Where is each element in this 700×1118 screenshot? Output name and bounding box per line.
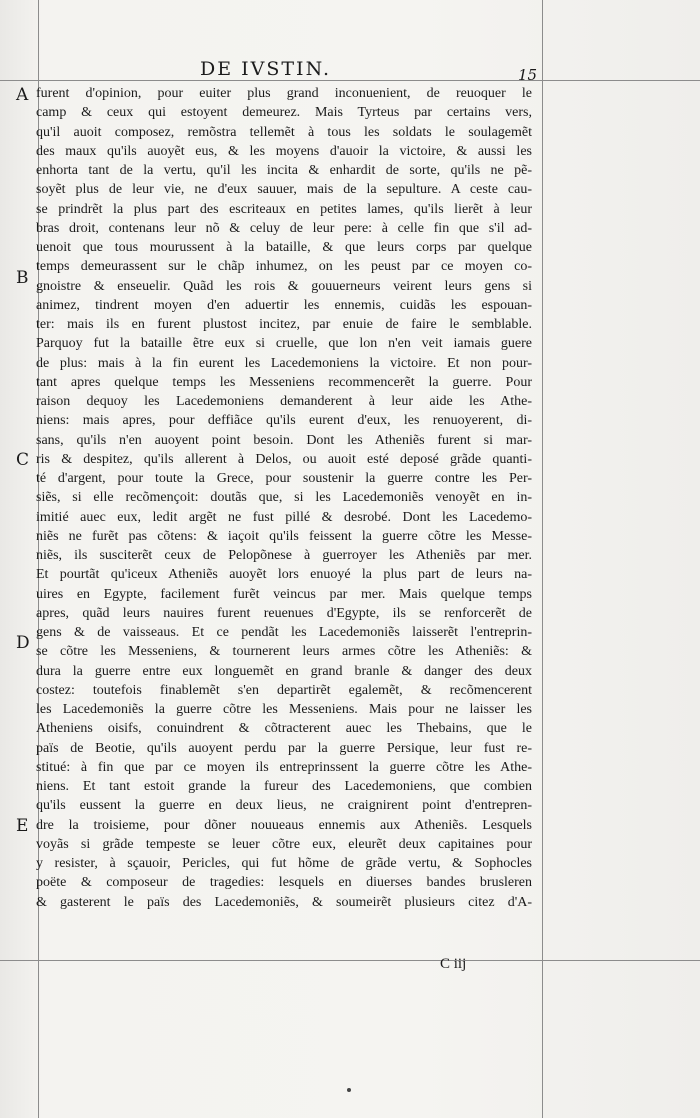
- text-line: niẽs, ils susciterẽt ceux de Pelopõnese à guerroyer les Atheniẽs par mer.: [36, 548, 532, 563]
- rule-bottom: [0, 960, 700, 961]
- rule-right: [542, 0, 543, 1118]
- text-line: de plus: mais à la fin eurent les Lacedemoniens la victoire. Et non pour-: [36, 355, 532, 371]
- text-line: dura la guerre entre eux longuemẽt en grand branle & danger des deux: [36, 663, 532, 679]
- text-line: sans, qu'ils n'en auoyent point besoin. Dont les Atheniẽs furent si mar-: [36, 432, 532, 448]
- text-line: ter: mais ils en furent plustost incitez, par enuie de faire le semblable.: [36, 317, 532, 332]
- signature-mark: C iij: [440, 956, 467, 972]
- margin-letter-d: D: [16, 633, 30, 653]
- text-line: se prindrẽt la plus part des escriteaux en petites lames, qu'ils lierẽt à leur: [36, 201, 532, 217]
- text-line: les Lacedemoniẽs la guerre cõtre les Messeniens. Mais pour ne laisser les: [36, 702, 532, 717]
- margin-letter-c: C: [16, 450, 30, 470]
- text-line: Atheniens oisifs, conuindrent & cõtracterent auec les Thebains, que le: [36, 721, 532, 737]
- margin-letter-a: A: [16, 85, 29, 105]
- text-line: qu'ils eussent la guerre en deux lieus, ne craignirent point d'entrepren-: [36, 798, 532, 814]
- text-line: y resister, à sçauoir, Pericles, qui fut hõme de grãde vertu, & Sophocles: [36, 856, 532, 871]
- text-line: té d'argent, pour toute la Grece, pour soustenir la guerre contre les Per-: [36, 471, 532, 486]
- running-title: DE IVSTIN.: [200, 58, 332, 80]
- text-line: bras droit, contenans leur nõ & celuy de leur pere: à celle fin que s'il ad-: [36, 220, 532, 236]
- text-line: furent d'opinion, pour euiter plus grand inconuenient, de reuoquer le: [36, 86, 532, 101]
- text-line: se cõtre les Messeniens, & tournerent leurs armes cõtre les Atheniẽs: &: [36, 644, 532, 660]
- text-line: qu'il auoit composez, remõstra tellemẽt à tous les soldats le soulagemẽt: [36, 124, 532, 140]
- text-line: temps demeurassent sur le chãp inhumez, on les peust par ce moyen co-: [36, 259, 532, 275]
- text-line: poëte & composeur de tragedies: lesquels en diuerses bandes brusleren: [36, 875, 532, 891]
- text-line: raison dequoy les Lacedemoniens demanderent à leur aide les Athe-: [36, 394, 532, 409]
- text-line: ris & despitez, qu'ils allerent à Delos, ou auoit esté deposé grãde quanti-: [36, 451, 532, 467]
- text-line: gens & de vaisseaus. Et ce pendãt les Lacedemoniẽs laisserẽt l'entreprin-: [36, 625, 532, 640]
- text-line: niẽs ne furẽt pas cõtens: & iaçoit qu'ils feissent la guerre cõtre les Messe-: [36, 528, 532, 544]
- text-line: enhorta tant de la vertu, qu'il les incita & enhardit de sorte, qu'ils ne pẽ-: [36, 163, 532, 178]
- text-line: dre la troisieme, pour dõner nouueaus ennemis aux Atheniẽs. Lesquels: [36, 817, 532, 833]
- text-line: stitué: à fin que par ce moyen ils entreprinssent la guerre cõtre les Athe-: [36, 759, 532, 775]
- text-line: animez, tindrent moyen d'en aduertir les ennemis, cuidãs les espouan-: [36, 297, 532, 313]
- text-line: Parquoy fut la bataille ẽtre eux si cruelle, que lon n'en veit iamais guere: [36, 336, 532, 352]
- text-line: soyẽt plus de leur vie, ne d'eux sauuer, mais de la sepulture. A ceste cau-: [36, 182, 532, 198]
- rule-top: [0, 80, 700, 81]
- text-line: imitié auec eux, ledit argẽt ne fust pillé & desrobé. Dont les Lacedemo-: [36, 509, 532, 525]
- text-line: uenoit que tous mourussent à la bataille, & que leurs corps par quelque: [36, 240, 532, 255]
- page-number: 15: [518, 66, 538, 84]
- text-line: tant apres quelque temps les Messeniens recommencerẽt la guerre. Pour: [36, 374, 532, 390]
- text-line: camp & ceux qui estoyent demeurez. Mais Tyrteus par certains vers,: [36, 105, 532, 121]
- text-line: niens. Et tant estoit grande la fureur des Lacedemoniens, que combien: [36, 779, 532, 794]
- text-line: apres, quãd leurs nauires furent reuenues d'Egypte, ils se renforcerẽt de: [36, 605, 532, 621]
- body-text: [36, 84, 532, 931]
- text-line: voyãs si grãde tempeste se leuer cõtre eux, eleurẽt deux capitaines pour: [36, 836, 532, 852]
- text-line: païs de Beotie, qu'ils auoyent perdu par la guerre Persique, leur fust re-: [36, 740, 532, 756]
- text-line: [36, 912, 532, 931]
- text-line: siẽs, si elle recõmençoit: doutãs que, si les Lacedemoniẽs venoyẽt en in-: [36, 490, 532, 506]
- margin-letter-e: E: [16, 816, 29, 836]
- text-line: des maux qu'ils auoyẽt eus, & les moyens d'auoir la victoire, & aussi les: [36, 143, 532, 159]
- text-line: costez: toutefois finablemẽt s'en departirẽt egalemẽt, & recõmencerent: [36, 682, 532, 698]
- page-speck: [347, 1088, 351, 1092]
- text-line: Et pourtãt qu'iceux Atheniẽs auoyẽt lors enuoyé la plus part de leurs na-: [36, 567, 532, 583]
- text-line: gnoistre & enseuelir. Quãd les rois & gouuerneurs veirent leurs gens si: [36, 278, 532, 294]
- margin-letter-b: B: [16, 268, 29, 288]
- text-line: uires en Egypte, facilement furẽt veincus par mer. Mais quelque temps: [36, 586, 532, 602]
- text-line: & gasterent le païs des Lacedemoniẽs, & soumeirẽt plusieurs citez d'A-: [36, 894, 532, 910]
- text-line: niens: mais apres, pour deffiãce qu'ils eurent d'eux, les renuoyerent, di-: [36, 413, 532, 429]
